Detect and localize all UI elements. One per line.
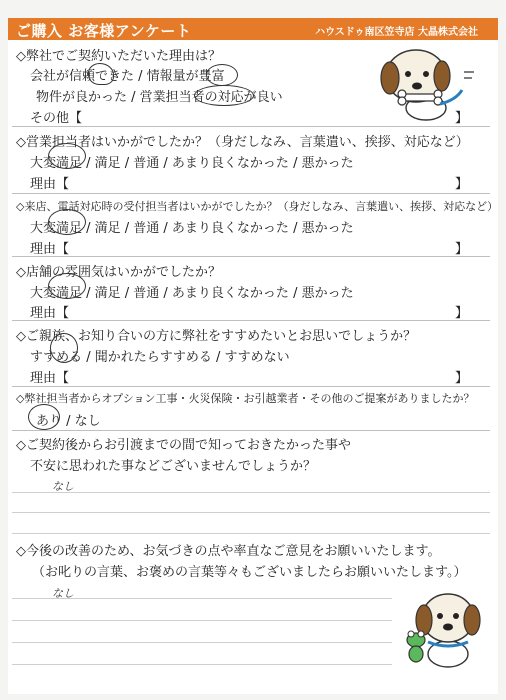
- q4-options: 大変満足 / 満足 / 普通 / あまり良くなかった / 悪かった: [30, 286, 354, 301]
- q1-bracket-close: 】: [455, 111, 469, 126]
- dog-with-frog-icon: [398, 582, 490, 672]
- q4-question: ◇店舗の雰囲気はいかがでしたか？: [16, 265, 221, 280]
- answer-line: [12, 664, 392, 665]
- survey-header: [8, 18, 498, 40]
- q6-question: ◇弊社担当者からオプション工事・火災保険・お引越業者・その他のご提案がありましたか？: [16, 392, 475, 405]
- q2-mark: [48, 143, 86, 169]
- q1-mark-1: [88, 63, 114, 85]
- q1-other: その他【: [30, 111, 83, 126]
- q1-options-line2: 物件が良かった / 営業担当者の対応が良い: [36, 90, 283, 105]
- dog-with-bone-icon: [380, 42, 488, 124]
- q5-bracket-close: 】: [455, 371, 469, 386]
- q5-reason: 理由【: [30, 371, 70, 386]
- q6-options: あり / なし: [36, 414, 101, 429]
- divider: [12, 126, 490, 127]
- q5-question: ◇ご親族、お知り合いの方に弊社をすすめたいとお思いでしょうか？: [16, 329, 417, 344]
- q1-question: ◇弊社でご契約いただいた理由は？: [16, 49, 221, 64]
- answer-line: [12, 512, 490, 513]
- store-name: ハウスドゥ南区笠寺店 大晶株式会社: [315, 27, 478, 38]
- q3-question: ◇来店、電話対応時の受付担当者はいかがでしたか？（身だしなみ、言葉遣い、挨拶、対応など）: [16, 200, 499, 213]
- q5-mark: [50, 333, 78, 363]
- q7-question-line2: 不安に思われた事などございませんでしょうか？: [30, 459, 317, 474]
- answer-line: [12, 492, 490, 493]
- divider: [12, 386, 490, 387]
- divider: [12, 256, 490, 257]
- q3-bracket-close: 】: [455, 242, 469, 257]
- q3-options: 大変満足 / 満足 / 普通 / あまり良くなかった / 悪かった: [30, 221, 354, 236]
- answer-line: [12, 533, 490, 534]
- q4-bracket-close: 】: [455, 306, 469, 321]
- divider: [12, 193, 490, 194]
- answer-line: [12, 620, 392, 621]
- survey-title: ご購入 お客様アンケート: [16, 22, 192, 40]
- divider: [12, 320, 490, 321]
- answer-line: [12, 642, 392, 643]
- answer-line: [12, 598, 392, 599]
- q3-mark: [48, 209, 86, 235]
- q8-question-line1: ◇今後の改善のため、お気づきの点や率直なご意見をお願いいたします。: [16, 544, 441, 559]
- divider: [12, 430, 490, 431]
- q2-options: 大変満足 / 満足 / 普通 / あまり良くなかった / 悪かった: [30, 156, 354, 171]
- q7-handwritten-answer: なし: [52, 480, 74, 493]
- q8-handwritten-answer: なし: [52, 587, 74, 600]
- q7-question-line1: ◇ご契約後からお引渡までの間で知っておきたかった事や: [16, 438, 351, 453]
- q3-reason: 理由【: [30, 242, 70, 257]
- q2-question: ◇営業担当者はいかがでしたか？（身だしなみ、言葉遣い、挨拶、対応など）: [16, 135, 469, 150]
- q4-mark: [48, 273, 86, 299]
- q2-bracket-close: 】: [455, 177, 469, 192]
- q6-mark: [28, 404, 60, 430]
- q1-mark-3: [194, 85, 254, 106]
- q1-mark-2: [206, 64, 238, 86]
- q4-reason: 理由【: [30, 306, 70, 321]
- q8-question-line2: （お叱りの言葉、お褒めの言葉等々もございましたらお願いいたします。）: [32, 565, 467, 580]
- q5-options: すすめる / 聞かれたらすすめる / すすめない: [30, 350, 290, 365]
- q2-reason: 理由【: [30, 177, 70, 192]
- q1-options-line1: 会社が信頼できた / 情報量が豊富: [30, 69, 225, 84]
